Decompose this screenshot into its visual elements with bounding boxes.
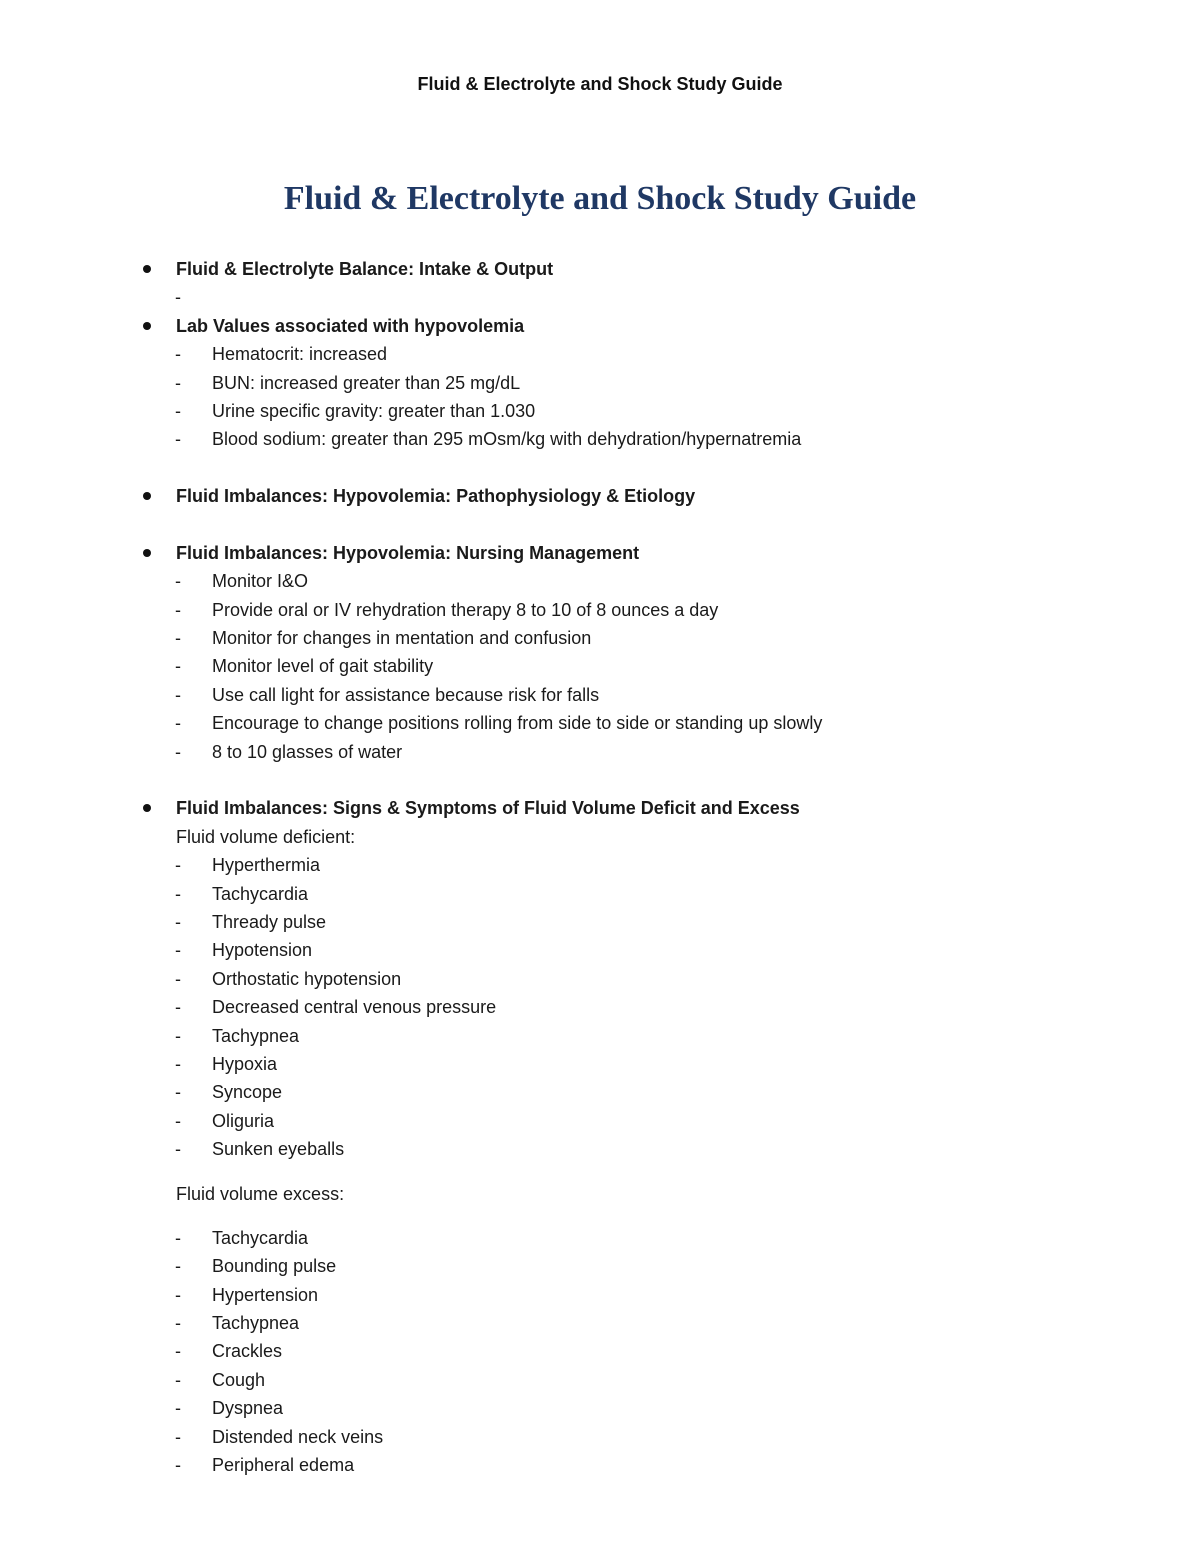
document-title: Fluid & Electrolyte and Shock Study Guide xyxy=(283,180,917,217)
section-heading-text: Fluid Imbalances: Hypovolemia: Nursing Management xyxy=(176,542,640,563)
dash-icon: - xyxy=(175,997,181,1018)
subsection-label: Fluid volume excess: xyxy=(176,1183,345,1204)
dash-icon: - xyxy=(175,968,181,989)
list-item-text: Tachycardia xyxy=(212,1227,309,1248)
list-item xyxy=(140,1022,1100,1050)
list-item xyxy=(140,908,1100,936)
dash-icon: - xyxy=(175,1398,181,1419)
dash-icon: - xyxy=(175,855,181,876)
dash-icon: - xyxy=(175,1139,181,1160)
section-heading-text: Fluid Imbalances: Hypovolemia: Pathophysiology & Etiology xyxy=(176,486,696,507)
list-item-text: Crackles xyxy=(212,1341,283,1362)
subsection-label: Fluid volume deficient: xyxy=(176,826,356,847)
list-item-text: Encourage to change positions rolling from side to side or standing up slowly xyxy=(212,713,823,734)
list-item-text: Hyperthermia xyxy=(212,855,321,876)
list-item-text: Thready pulse xyxy=(212,911,327,932)
dash-icon: - xyxy=(175,1025,181,1046)
dash-icon: - xyxy=(175,287,181,308)
list-item xyxy=(140,340,1100,368)
bullet-icon xyxy=(143,804,151,812)
list-item-text: Monitor I&O xyxy=(212,571,309,592)
section-heading xyxy=(140,482,1100,510)
list-item xyxy=(140,880,1100,908)
dash-icon: - xyxy=(175,344,181,365)
list-item xyxy=(140,1309,1100,1337)
dash-icon: - xyxy=(175,1256,181,1277)
list-item xyxy=(140,738,1100,766)
list-item xyxy=(140,1451,1100,1479)
section-heading-text: Lab Values associated with hypovolemia xyxy=(176,315,525,336)
list-item xyxy=(140,397,1100,425)
dash-icon: - xyxy=(175,1227,181,1248)
spacer xyxy=(140,511,1100,539)
list-item-text: Orthostatic hypotension xyxy=(212,968,402,989)
list-item-text: Hypoxia xyxy=(212,1053,278,1074)
list-item xyxy=(140,1107,1100,1135)
list-item xyxy=(140,1394,1100,1422)
dash-icon: - xyxy=(175,1426,181,1447)
list-item-text: Provide oral or IV rehydration therapy 8 to 10 of 8 ounces a day xyxy=(212,599,719,620)
list-item xyxy=(140,965,1100,993)
list-item xyxy=(140,1423,1100,1451)
dash-icon: - xyxy=(175,429,181,450)
dash-icon: - xyxy=(175,571,181,592)
list-item-text: 8 to 10 glasses of water xyxy=(212,741,403,762)
list-item-text: Sunken eyeballs xyxy=(212,1139,345,1160)
spacer xyxy=(140,454,1100,482)
list-item xyxy=(140,1337,1100,1365)
list-item-text: Peripheral edema xyxy=(212,1455,355,1476)
list-item-text: Oliguria xyxy=(212,1110,275,1131)
list-item-text: Bounding pulse xyxy=(212,1256,337,1277)
section-heading-text: Fluid Imbalances: Signs & Symptoms of Fluid Volume Deficit and Excess xyxy=(176,798,800,819)
list-item xyxy=(140,1135,1100,1163)
dash-icon: - xyxy=(175,599,181,620)
list-item xyxy=(140,993,1100,1021)
list-item xyxy=(140,567,1100,595)
bullet-icon xyxy=(143,265,151,273)
section-heading-text: Fluid & Electrolyte Balance: Intake & Output xyxy=(176,259,554,279)
dash-icon: - xyxy=(175,628,181,649)
list-item-text: BUN: increased greater than 25 mg/dL xyxy=(212,372,521,393)
bullet-icon xyxy=(143,492,151,500)
list-item-text: Hematocrit: increased xyxy=(212,344,388,365)
dash-icon: - xyxy=(175,400,181,421)
document-body xyxy=(140,255,1100,1479)
list-item xyxy=(140,596,1100,624)
list-item-text: Syncope xyxy=(212,1082,283,1103)
dash-icon: - xyxy=(175,1053,181,1074)
dash-icon: - xyxy=(175,940,181,961)
list-item xyxy=(140,709,1100,737)
list-item-text: Blood sodium: greater than 295 mOsm/kg with dehydration/hypernatremia xyxy=(212,429,802,450)
bullet-icon xyxy=(143,549,151,557)
list-item xyxy=(140,851,1100,879)
dash-icon: - xyxy=(175,911,181,932)
dash-icon: - xyxy=(175,1369,181,1390)
spacer xyxy=(140,766,1100,794)
section-heading xyxy=(140,539,1100,567)
bullet-icon xyxy=(143,322,151,330)
dash-icon: - xyxy=(175,1313,181,1334)
dash-icon: - xyxy=(175,1082,181,1103)
dash-icon: - xyxy=(175,713,181,734)
list-item-text: Monitor for changes in mentation and confusion xyxy=(212,628,592,649)
dash-icon: - xyxy=(175,372,181,393)
dash-icon: - xyxy=(175,741,181,762)
list-item xyxy=(140,936,1100,964)
list-item-text: Decreased central venous pressure xyxy=(212,997,497,1018)
section-heading xyxy=(140,794,1100,822)
dash-icon: - xyxy=(175,1341,181,1362)
list-item xyxy=(140,652,1100,680)
spacer xyxy=(140,1208,1100,1224)
list-item xyxy=(140,1366,1100,1394)
list-item xyxy=(140,624,1100,652)
running-header: Fluid & Electrolyte and Shock Study Guide xyxy=(417,74,783,94)
section-heading xyxy=(140,255,1100,283)
dash-icon: - xyxy=(175,656,181,677)
dash-icon: - xyxy=(175,684,181,705)
list-item xyxy=(140,425,1100,453)
list-item xyxy=(140,681,1100,709)
list-item-text: Urine specific gravity: greater than 1.030 xyxy=(212,400,536,421)
list-item-text: Monitor level of gait stability xyxy=(212,656,434,677)
spacer xyxy=(140,1164,1100,1180)
list-item-text: Hypertension xyxy=(212,1284,319,1305)
list-item xyxy=(140,283,1100,311)
list-item-text: Tachypnea xyxy=(212,1313,300,1334)
list-item-text: Use call light for assistance because risk for falls xyxy=(212,684,600,705)
dash-icon: - xyxy=(175,883,181,904)
list-item-text: Dyspnea xyxy=(212,1398,284,1419)
list-item xyxy=(140,1252,1100,1280)
list-item-text: Hypotension xyxy=(212,940,313,961)
section-heading xyxy=(140,312,1100,340)
dash-icon: - xyxy=(175,1110,181,1131)
list-item-text: Distended neck veins xyxy=(212,1426,384,1447)
list-item-text: Tachypnea xyxy=(212,1025,300,1046)
list-item xyxy=(140,1281,1100,1309)
list-item xyxy=(140,369,1100,397)
list-item-text: Cough xyxy=(212,1369,266,1390)
list-item xyxy=(140,1224,1100,1252)
dash-icon: - xyxy=(175,1455,181,1476)
list-item-text: Tachycardia xyxy=(212,883,309,904)
dash-icon: - xyxy=(175,1284,181,1305)
list-item xyxy=(140,1050,1100,1078)
list-item xyxy=(140,1078,1100,1106)
